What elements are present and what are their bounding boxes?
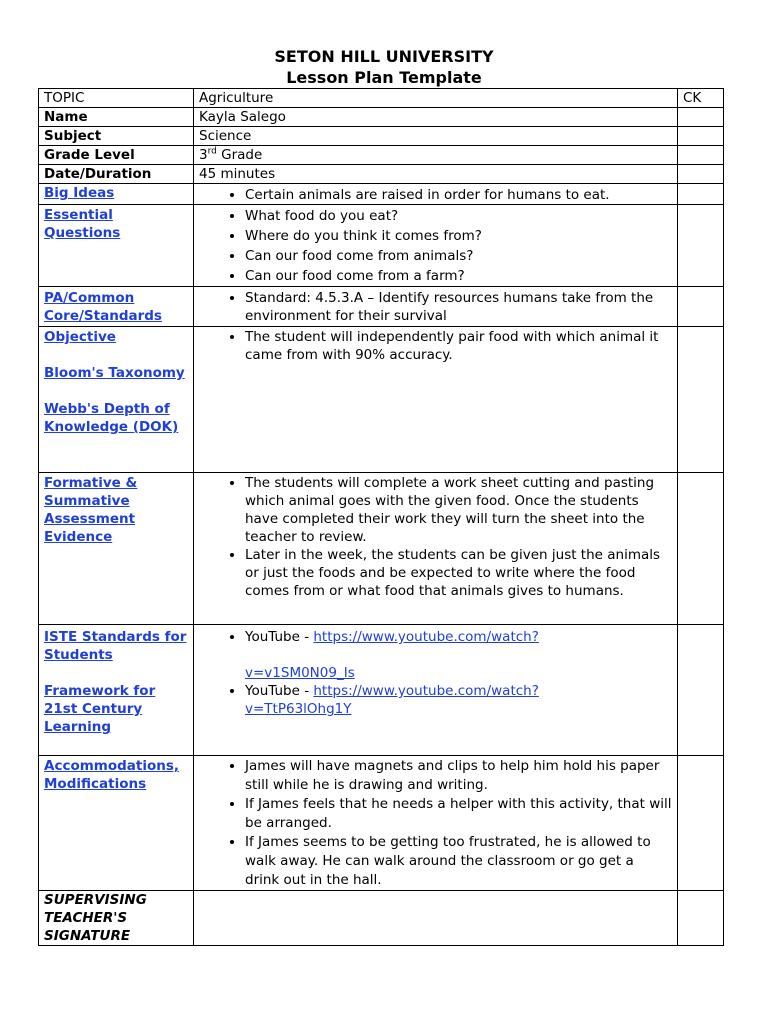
big-ideas-list — [199, 184, 672, 204]
list-item: • Can our food come from a farm? — [245, 266, 672, 286]
list-item: • What food do you eat? — [245, 206, 672, 226]
assessment-row — [39, 473, 724, 625]
blooms-taxonomy-link[interactable]: Bloom's Taxonomy — [44, 365, 185, 381]
accommodations-content — [194, 756, 678, 891]
grade-suffix: rd — [207, 146, 217, 157]
youtube-link-2-part-b[interactable]: v=TtP63lOhg1Y — [245, 701, 352, 717]
youtube-prefix: YouTube - — [245, 629, 314, 645]
ck-header: CK — [678, 89, 724, 108]
accommodations-row — [39, 756, 724, 891]
webbs-dok-link[interactable]: Webb's Depth of Knowledge (DOK) — [44, 401, 179, 435]
youtube-link-1-part-a[interactable]: https://www.youtube.com/watch? — [313, 629, 539, 645]
framework-21st-century-link[interactable]: Framework for 21st Century Learning — [44, 683, 156, 735]
duration-label: Date/Duration — [39, 165, 194, 184]
standards-content — [194, 287, 678, 327]
essential-list — [199, 206, 672, 286]
accommodations-link[interactable]: Accommodations, Modifications — [44, 758, 180, 792]
grade-label: Grade Level — [39, 146, 194, 165]
list-item: • James will have magnets and clips to help him hold his paper still while he is drawing and writing. — [245, 757, 672, 795]
grade-number: 3 — [199, 147, 208, 163]
essential-ck — [678, 205, 724, 287]
signature-row — [39, 891, 724, 946]
grade-ck — [678, 146, 724, 165]
objective-link[interactable]: Objective — [44, 329, 116, 345]
list-item: • If James seems to be getting too frustrated, he is allowed to walk away. He can walk around the classroom or go get a drink out in the hall. — [245, 833, 672, 890]
objective-row — [39, 327, 724, 473]
subject-value: Science — [194, 127, 678, 146]
list-item: • Where do you think it comes from? — [245, 226, 672, 246]
big-ideas-row — [39, 184, 724, 205]
list-item — [245, 682, 672, 718]
duration-value: 45 minutes — [194, 165, 678, 184]
list-item: • Can our food come from animals? — [245, 246, 672, 266]
iste-list — [199, 628, 672, 718]
grade-word: Grade — [216, 147, 263, 163]
iste-standards-link[interactable]: ISTE Standards for Students — [44, 629, 187, 663]
iste-row — [39, 625, 724, 756]
list-item: • The student will independently pair food with which animal it came from with 90% accuracy. — [245, 328, 672, 364]
name-row — [39, 108, 724, 127]
signature-field[interactable] — [194, 891, 678, 946]
list-item: • Standard: 4.5.3.A – Identify resources humans take from the environment for their survival — [245, 289, 672, 325]
accommodations-ck — [678, 756, 724, 891]
list-item: • If James feels that he needs a helper with this activity, that will be arranged. — [245, 795, 672, 833]
iste-ck — [678, 625, 724, 756]
lesson-plan-table — [38, 88, 724, 946]
objective-content — [194, 327, 678, 473]
standards-cell — [39, 287, 194, 327]
assessment-link[interactable]: Formative & Summative Assessment Evidence — [44, 475, 138, 545]
iste-content — [194, 625, 678, 756]
big-ideas-content — [194, 184, 678, 205]
assessment-ck — [678, 473, 724, 625]
essential-row — [39, 205, 724, 287]
subject-row — [39, 127, 724, 146]
list-item — [245, 628, 672, 682]
subject-label: Subject — [39, 127, 194, 146]
name-ck — [678, 108, 724, 127]
assessment-cell — [39, 473, 194, 625]
standards-row — [39, 287, 724, 327]
objective-cell — [39, 327, 194, 473]
supervising-teacher-signature-label: SUPERVISING TEACHER'S SIGNATURE — [39, 891, 194, 946]
list-item: • Later in the week, the students can be given just the animals or just the foods and be expected to write where the food comes from or what food that animals gives to humans. — [245, 546, 672, 600]
iste-cell — [39, 625, 194, 756]
standards-ck — [678, 287, 724, 327]
grade-row — [39, 146, 724, 165]
document-header — [0, 46, 768, 88]
essential-content — [194, 205, 678, 287]
youtube-prefix: YouTube - — [245, 683, 314, 699]
name-label: Name — [39, 108, 194, 127]
objective-list — [199, 328, 672, 364]
name-value: Kayla Salego — [194, 108, 678, 127]
duration-ck — [678, 165, 724, 184]
topic-row — [39, 89, 724, 108]
duration-row — [39, 165, 724, 184]
assessment-list — [199, 474, 672, 600]
big-ideas-cell — [39, 184, 194, 205]
template-subtitle: Lesson Plan Template — [286, 68, 482, 87]
topic-label: TOPIC — [39, 89, 194, 108]
grade-value — [194, 146, 678, 165]
youtube-link-2-part-a[interactable]: https://www.youtube.com/watch? — [313, 683, 539, 699]
accommodations-list — [199, 757, 672, 890]
university-title: SETON HILL UNIVERSITY — [274, 47, 494, 66]
signature-ck — [678, 891, 724, 946]
list-item: • The students will complete a work sheet cutting and pasting which animal goes with the given food. Once the students have completed their work they will turn the sheet into the teacher to review. — [245, 474, 672, 546]
essential-questions-link[interactable]: Essential Questions — [44, 207, 121, 241]
topic-value: Agriculture — [194, 89, 678, 108]
youtube-link-1-part-b[interactable]: v=v1SM0N09_Is — [245, 665, 355, 681]
big-ideas-link[interactable]: Big Ideas — [44, 185, 115, 201]
essential-cell — [39, 205, 194, 287]
subject-ck — [678, 127, 724, 146]
standards-list — [199, 289, 672, 325]
objective-ck — [678, 327, 724, 473]
big-ideas-ck — [678, 184, 724, 205]
accommodations-cell — [39, 756, 194, 891]
standards-link[interactable]: PA/Common Core/Standards — [44, 290, 162, 324]
assessment-content — [194, 473, 678, 625]
list-item: • Certain animals are raised in order for humans to eat. — [245, 184, 672, 204]
